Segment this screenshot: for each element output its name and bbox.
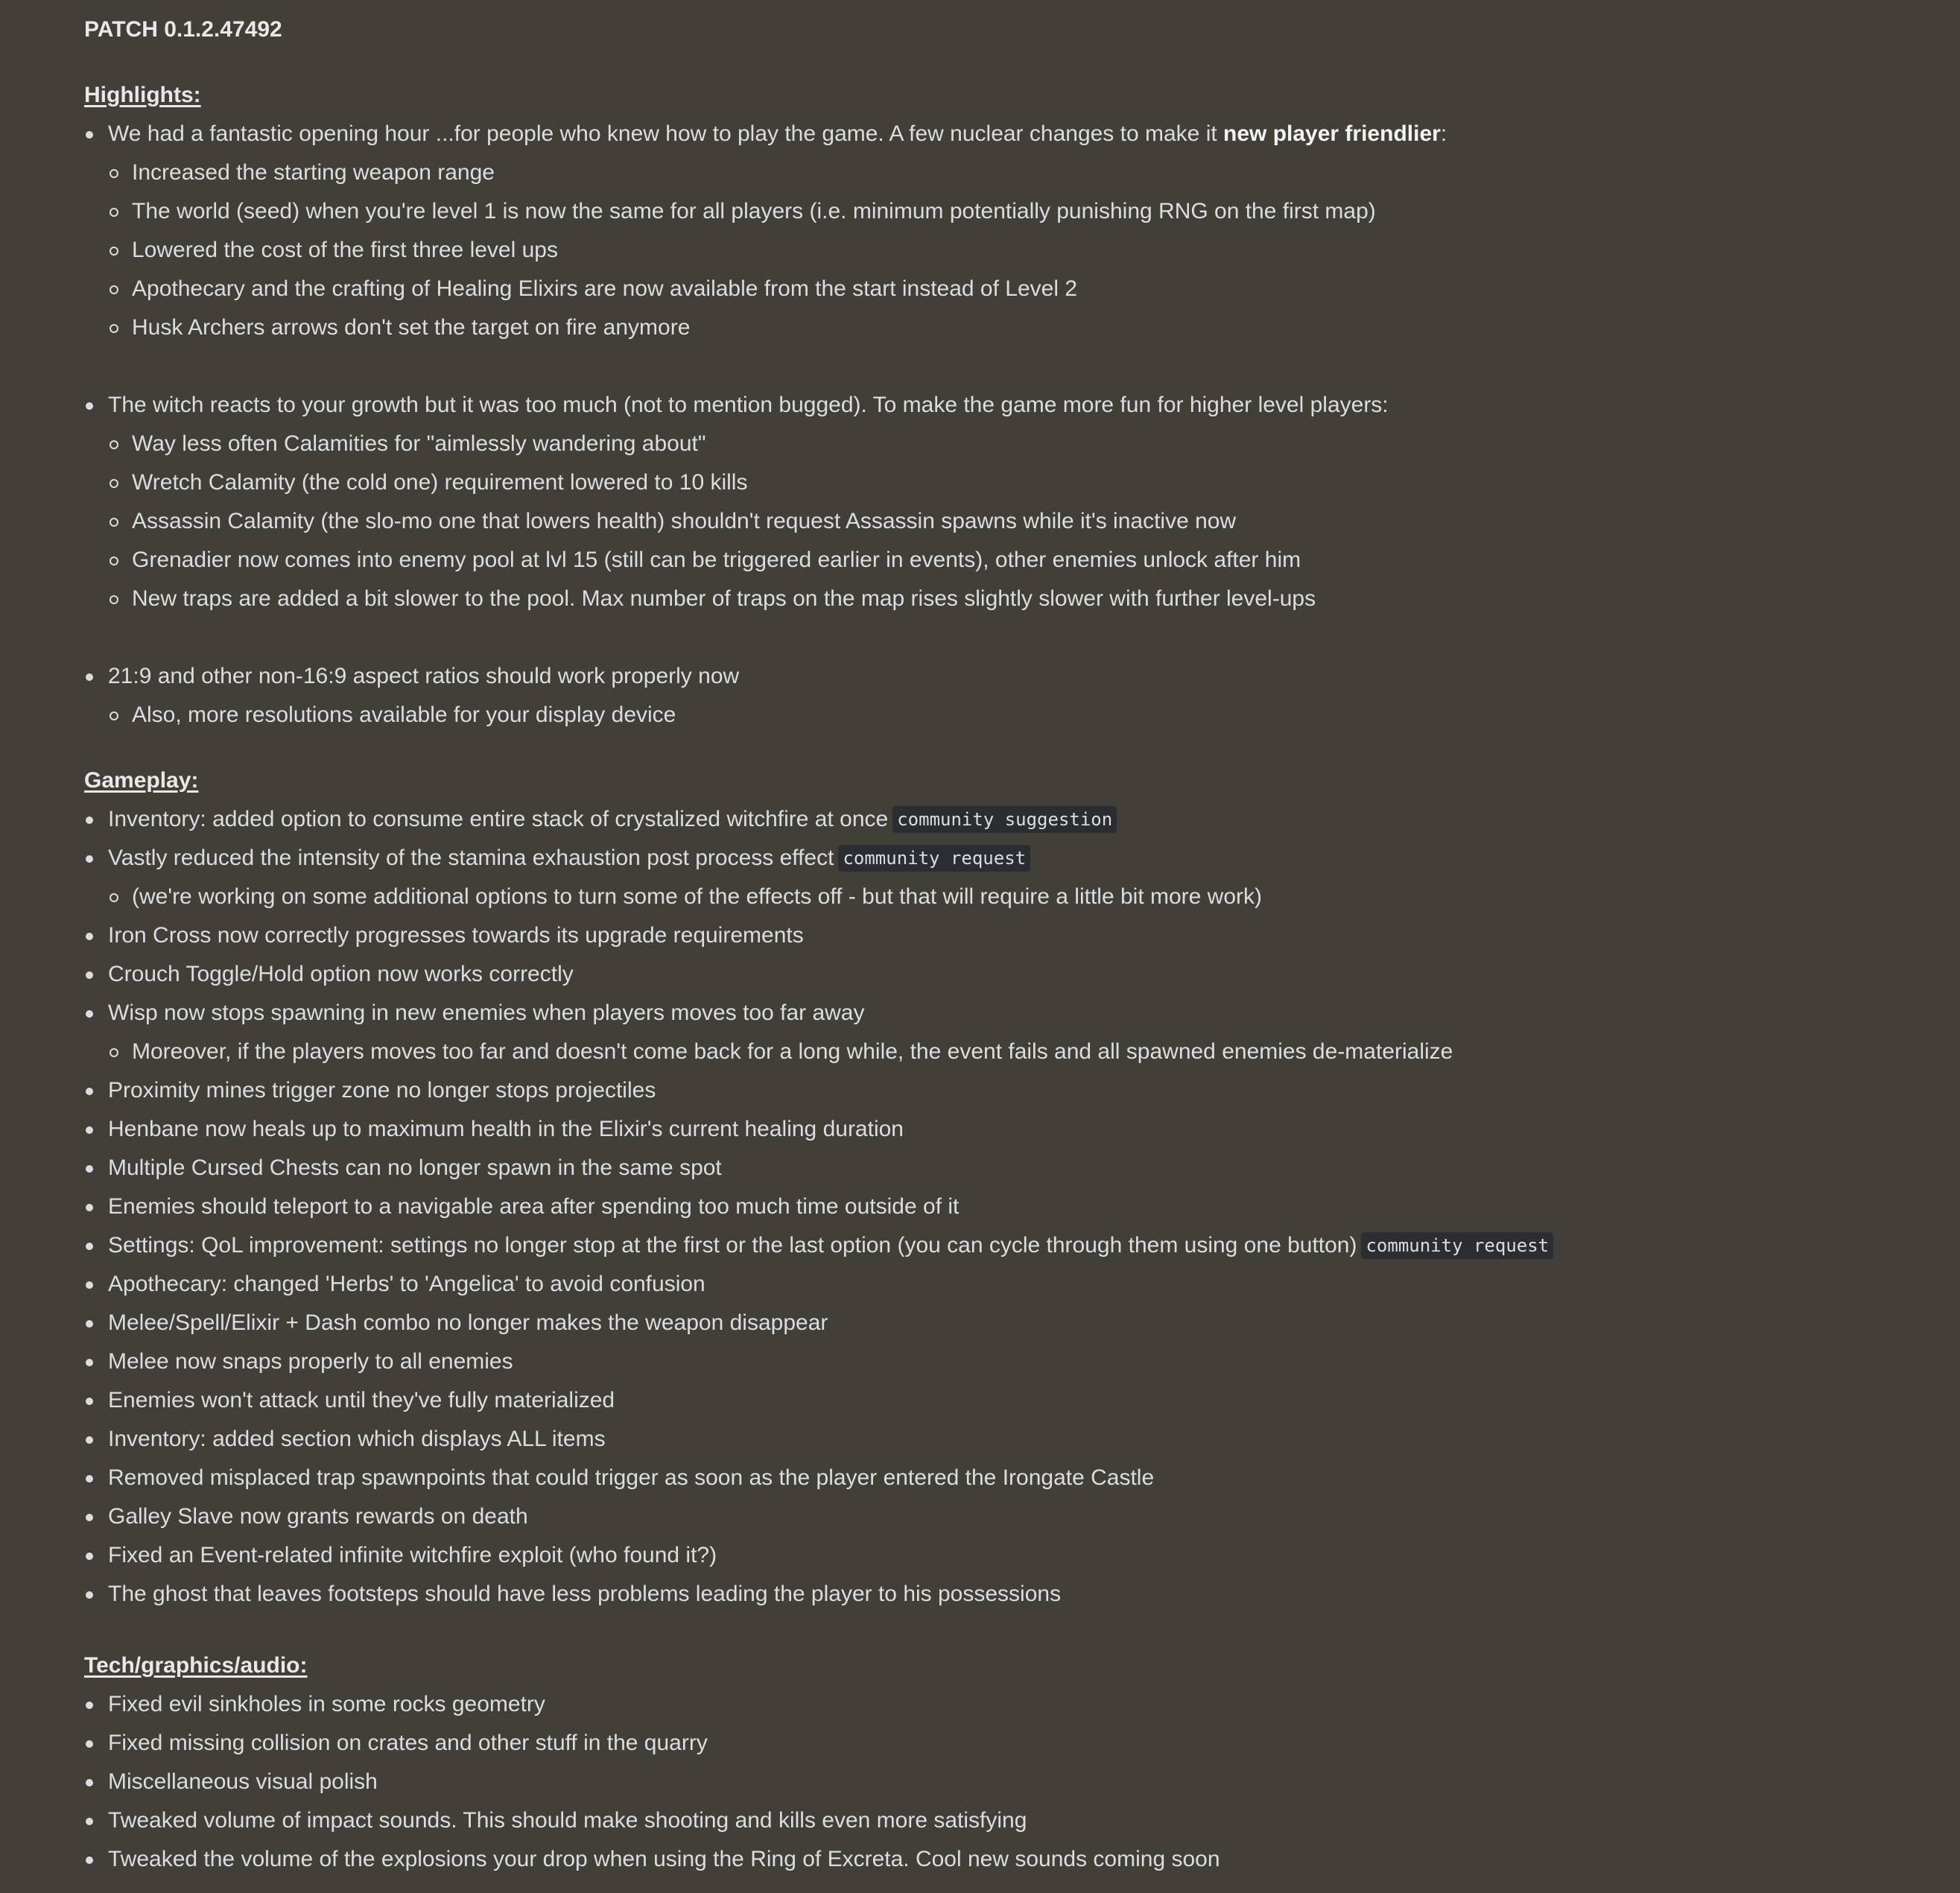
list-item — [84, 955, 1917, 994]
hollow-bullet-icon — [110, 285, 118, 294]
sub-list-item — [84, 463, 1917, 502]
sub-list-item — [84, 1033, 1917, 1071]
bullet-icon — [86, 1088, 93, 1095]
bullet-icon — [86, 817, 93, 824]
item-text: Fixed missing collision on crates and other stuff in the quarry — [108, 1731, 708, 1755]
community-tag: community request — [838, 845, 1030, 872]
item-text: Melee/Spell/Elixir + Dash combo no longer makes the weapon disappear — [108, 1310, 828, 1335]
bullet-icon — [86, 1818, 93, 1825]
gameplay-list — [84, 800, 1917, 1614]
bullet-icon — [86, 1243, 93, 1250]
item-text: Fixed evil sinkholes in some rocks geometry — [108, 1692, 545, 1716]
hollow-bullet-icon — [110, 557, 118, 565]
list-item — [84, 1342, 1917, 1381]
list-item — [84, 1763, 1917, 1801]
group-spacer — [84, 618, 1917, 657]
list-item — [84, 1265, 1917, 1304]
bullet-icon — [86, 131, 93, 139]
sub-list-item — [84, 192, 1917, 231]
bullet-icon — [86, 1204, 93, 1211]
hollow-bullet-icon — [110, 711, 118, 720]
highlights-section — [84, 115, 1917, 735]
bullet-icon — [86, 1553, 93, 1560]
sub-list-item — [84, 270, 1917, 308]
sub-item-text: Assassin Calamity (the slo-mo one that lowers health) shouldn't request Assassin spawns while it's inactive now — [132, 509, 1237, 533]
item-text: Inventory: added section which displays ALL items — [108, 1427, 606, 1451]
list-item — [84, 1536, 1917, 1575]
emphasis-text: new player friendlier — [1223, 121, 1441, 146]
sub-item-text: The world (seed) when you're level 1 is now the same for all players (i.e. minimum potentially punishing RNG on the first map) — [132, 199, 1376, 223]
sub-list — [84, 1033, 1917, 1071]
bullet-icon — [86, 673, 93, 681]
sub-list-item — [84, 696, 1917, 735]
hollow-bullet-icon — [110, 169, 118, 178]
bullet-icon — [86, 1398, 93, 1405]
item-text: Proximity mines trigger zone no longer stops projectiles — [108, 1078, 656, 1103]
item-text: Tweaked the volume of the explosions your drop when using the Ring of Excreta. Cool new sounds coming soon — [108, 1847, 1220, 1871]
item-text: We had a fantastic opening hour ...for people who knew how to play the game. A few nuclear changes to make it — [108, 121, 1224, 146]
list-item — [84, 1840, 1917, 1879]
item-text: 21:9 and other non-16:9 aspect ratios should work properly now — [108, 664, 740, 688]
sub-item-text: Grenadier now comes into enemy pool at lvl 15 (still can be triggered earlier in events), other enemies unlock after him — [132, 548, 1301, 572]
hollow-bullet-icon — [110, 595, 118, 604]
sub-list-item — [84, 425, 1917, 463]
item-text: Miscellaneous visual polish — [108, 1769, 378, 1794]
item-text: Iron Cross now correctly progresses towards its upgrade requirements — [108, 923, 804, 948]
bullet-icon — [86, 1320, 93, 1328]
item-text: : — [1440, 121, 1447, 146]
list-item — [84, 994, 1917, 1033]
hollow-bullet-icon — [110, 893, 118, 902]
sub-list-wrapper — [84, 1033, 1917, 1071]
sub-list-item — [84, 153, 1917, 192]
list-item — [84, 1226, 1917, 1265]
sub-list — [84, 153, 1917, 347]
bullet-icon — [86, 1126, 93, 1134]
sub-item-text: Lowered the cost of the first three level ups — [132, 238, 558, 262]
community-tag: community request — [1361, 1232, 1553, 1259]
sub-list-item — [84, 580, 1917, 618]
item-text: Enemies won't attack until they've fully materialized — [108, 1388, 615, 1412]
community-tag: community suggestion — [892, 806, 1117, 833]
sub-list-item — [84, 231, 1917, 270]
sub-list — [84, 425, 1917, 618]
sub-list-item — [84, 878, 1917, 916]
bullet-icon — [86, 1010, 93, 1018]
item-text: Enemies should teleport to a navigable area after spending too much time outside of it — [108, 1194, 960, 1219]
bullet-icon — [86, 855, 93, 863]
hollow-bullet-icon — [110, 247, 118, 256]
hollow-bullet-icon — [110, 479, 118, 488]
sub-item-text: Increased the starting weapon range — [132, 160, 495, 185]
item-text: Melee now snaps properly to all enemies — [108, 1349, 513, 1374]
sub-item-text: New traps are added a bit slower to the pool. Max number of traps on the map rises slightly slower with further level-ups — [132, 586, 1316, 611]
item-text: The witch reacts to your growth but it was too much (not to mention bugged). To make the game more fun for higher level players: — [108, 393, 1389, 417]
patch-title: PATCH 0.1.2.47492 — [84, 17, 282, 42]
bullet-icon — [86, 1591, 93, 1599]
sub-list-wrapper — [84, 878, 1917, 916]
list-item — [84, 800, 1917, 839]
item-text: Henbane now heals up to maximum health in the Elixir's current healing duration — [108, 1117, 904, 1141]
bullet-icon — [86, 1856, 93, 1864]
hollow-bullet-icon — [110, 440, 118, 449]
list-item — [84, 1420, 1917, 1459]
bullet-icon — [86, 1740, 93, 1748]
list-item — [84, 1188, 1917, 1226]
hollow-bullet-icon — [110, 518, 118, 527]
tech-list — [84, 1685, 1917, 1879]
bullet-icon — [86, 1514, 93, 1521]
tech-heading: Tech/graphics/audio: — [84, 1653, 308, 1678]
list-item — [84, 1149, 1917, 1188]
item-text: Apothecary: changed 'Herbs' to 'Angelica' to avoid confusion — [108, 1272, 705, 1296]
sub-item-text: Moreover, if the players moves too far and doesn't come back for a long while, the event fails and all spawned enemies de-materialize — [132, 1039, 1453, 1064]
bullet-icon — [86, 971, 93, 979]
item-text: The ghost that leaves footsteps should have less problems leading the player to his possessions — [108, 1582, 1062, 1606]
item-text: Fixed an Event-related infinite witchfire exploit (who found it?) — [108, 1543, 717, 1567]
bullet-icon — [86, 1436, 93, 1444]
list-item — [84, 1724, 1917, 1763]
item-text: Galley Slave now grants rewards on death — [108, 1504, 528, 1529]
item-text: Removed misplaced trap spawnpoints that could trigger as soon as the player entered the Irongate Castle — [108, 1465, 1155, 1490]
list-item — [84, 1381, 1917, 1420]
gameplay-heading: Gameplay: — [84, 768, 199, 793]
highlight-group — [84, 657, 1917, 696]
list-item — [84, 1801, 1917, 1840]
item-text: Multiple Cursed Chests can no longer spawn in the same spot — [108, 1155, 722, 1180]
sub-item-text: Wretch Calamity (the cold one) requirement lowered to 10 kills — [132, 470, 748, 495]
highlight-group — [84, 386, 1917, 425]
list-item — [84, 839, 1917, 878]
bullet-icon — [86, 1165, 93, 1173]
highlight-group — [84, 115, 1917, 153]
bullet-icon — [86, 1702, 93, 1709]
list-item — [84, 1459, 1917, 1497]
item-text: Vastly reduced the intensity of the stamina exhaustion post process effect — [108, 846, 834, 870]
hollow-bullet-icon — [110, 324, 118, 333]
item-text: Wisp now stops spawning in new enemies when players moves too far away — [108, 1001, 865, 1025]
sub-list-item — [84, 502, 1917, 541]
item-text: Tweaked volume of impact sounds. This should make shooting and kills even more satisfying — [108, 1808, 1027, 1833]
bullet-icon — [86, 1281, 93, 1289]
hollow-bullet-icon — [110, 1048, 118, 1057]
sub-item-text: Also, more resolutions available for your display device — [132, 703, 676, 727]
list-item — [84, 115, 1917, 153]
sub-list-item — [84, 308, 1917, 347]
list-item — [84, 1497, 1917, 1536]
list-item — [84, 1071, 1917, 1110]
sub-list — [84, 878, 1917, 916]
bullet-icon — [86, 1475, 93, 1483]
list-item — [84, 657, 1917, 696]
list-item — [84, 1575, 1917, 1614]
list-item — [84, 1304, 1917, 1342]
bullet-icon — [86, 933, 93, 940]
sub-list — [84, 696, 1917, 735]
item-text: Settings: QoL improvement: settings no longer stop at the first or the last option (you can cycle through them using one button) — [108, 1233, 1357, 1258]
list-item — [84, 1685, 1917, 1724]
highlights-heading: Highlights: — [84, 83, 201, 107]
bullet-icon — [86, 1359, 93, 1366]
sub-item-text: (we're working on some additional options to turn some of the effects off - but that will require a little bit more work) — [132, 884, 1263, 909]
bullet-icon — [86, 402, 93, 410]
sub-list-item — [84, 541, 1917, 580]
sub-item-text: Apothecary and the crafting of Healing Elixirs are now available from the start instead of Level 2 — [132, 276, 1078, 301]
item-text: Crouch Toggle/Hold option now works correctly — [108, 962, 574, 986]
sub-item-text: Husk Archers arrows don't set the target on fire anymore — [132, 315, 691, 340]
list-item — [84, 916, 1917, 955]
item-text: Inventory: added option to consume entire stack of crystalized witchfire at once — [108, 807, 889, 831]
bullet-icon — [86, 1779, 93, 1786]
sub-item-text: Way less often Calamities for "aimlessly wandering about" — [132, 431, 706, 456]
group-spacer — [84, 347, 1917, 386]
list-item — [84, 386, 1917, 425]
hollow-bullet-icon — [110, 208, 118, 217]
list-item — [84, 1110, 1917, 1149]
patch-notes — [84, 10, 1917, 1879]
